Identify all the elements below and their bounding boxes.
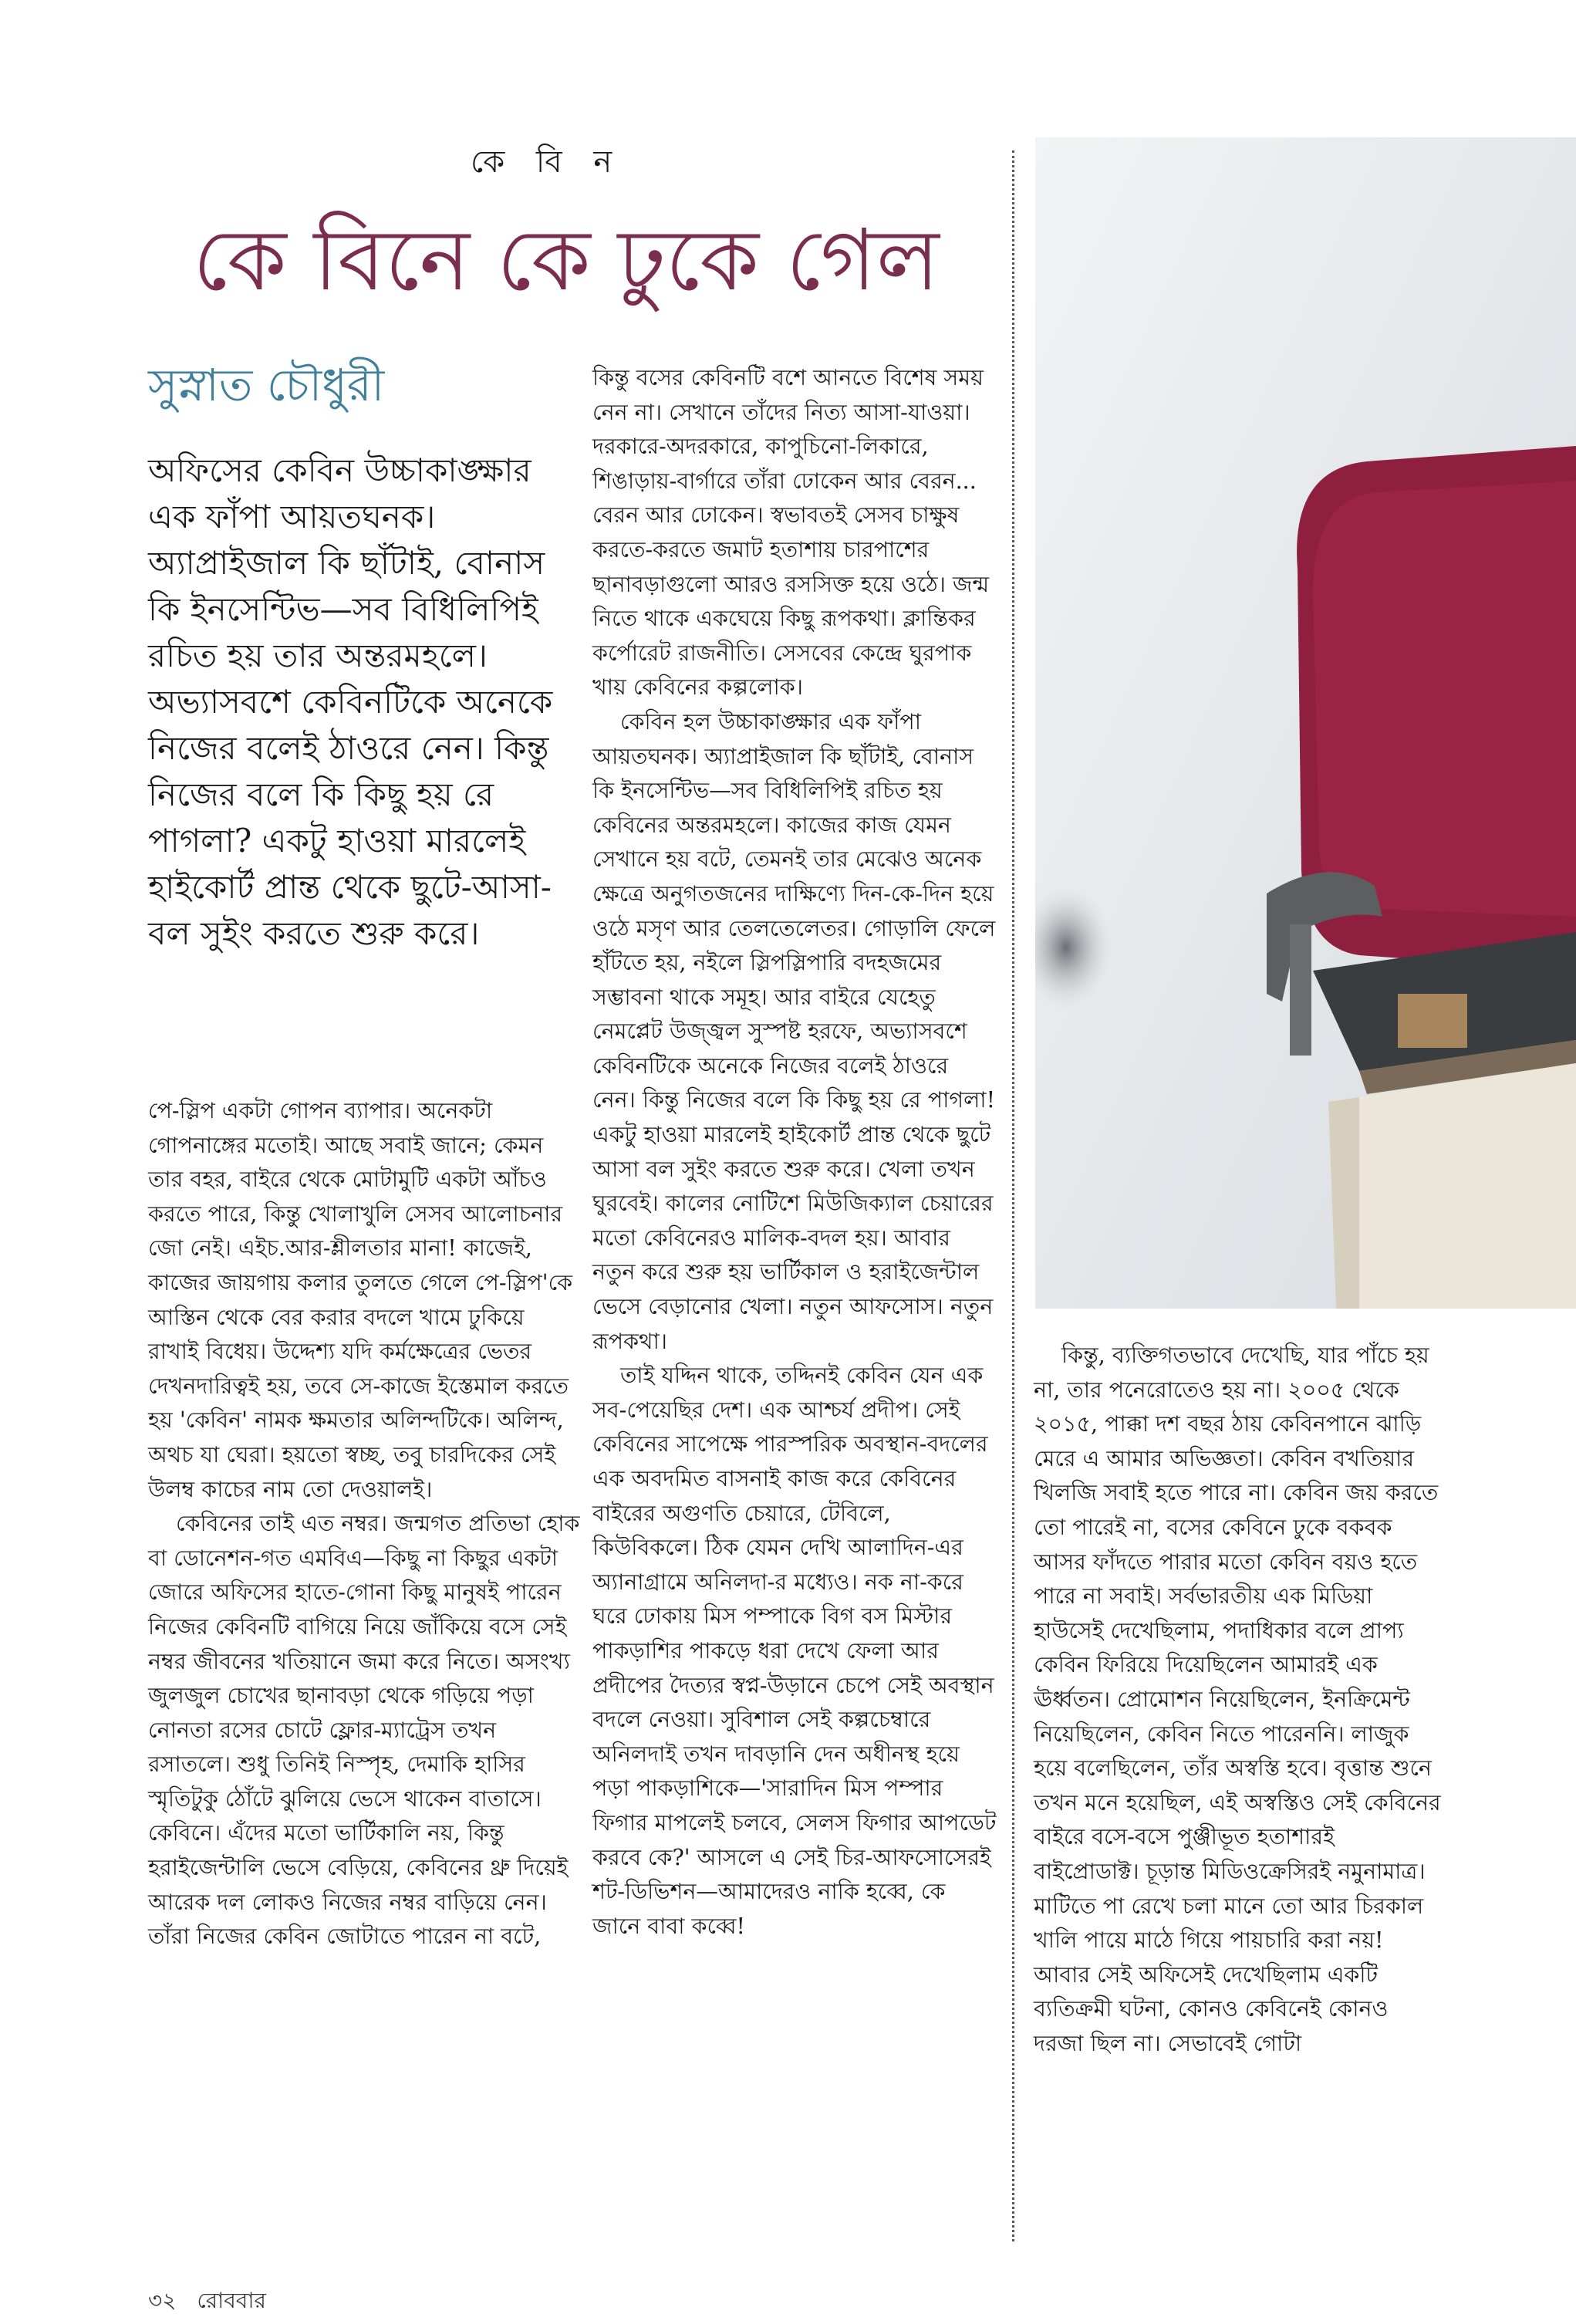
col1-paragraph-1: পে-স্লিপ একটা গোপন ব্যাপার। অনেকটা গোপনাঙ্গের মতোই। আছে সবাই জানে; কেমন তার বহর, বাইরে থেকে মোটামুটি একটা আঁচও করতে পারে, কিন্তু খোলাখুলি সেসব আলোচনার জো নেই। এইচ.আর-শ্লীলতার মানা! কাজেই, কাজের জায়গায় কলার তুলতে গেলে পে-স্লিপ'কে আস্তিন থেকে বের করার বদলে খামে ঢুকিয়ে রাখাই বিধেয়। উদ্দেশ্য যদি কর্মক্ষেত্রের ভেতর দেখনদারিত্বই হয়, তবে সে-কাজে ইস্তেমাল করতে হয় 'কেবিন' নামক ক্ষমতার অলিন্দটিকে। অলিন্দ, অথচ যা ঘেরা। হয়তো স্বচ্ছ, তবু চারদিকের সেই উলম্ব কাচের নাম তো দেওয়ালই। bbox=[148, 1098, 573, 1502]
article-column-3 bbox=[1034, 1339, 1443, 2061]
page-footer bbox=[148, 2284, 280, 2320]
office-chair-photo bbox=[1035, 137, 1576, 1309]
col2-paragraph-1: কিন্তু বসের কেবিনটি বশে আনতে বিশেষ সময় নেন না। সেখানে তাঁদের নিত্য আসা-যাওয়া। দরকারে-অদরকারে, কাপুচিনো-লিকারে, শিঙাড়ায়-বার্গারে তাঁরা ঢোকেন আর বেরন... বেরন আর ঢোকেন। স্বভাবতই সেসব চাক্ষুষ করতে-করতে জমাট হতাশায় চারপাশের ছানাবড়াগুলো আরও রসসিক্ত হয়ে ওঠে। জন্ম নিতে থাকে একঘেয়ে কিছু রূপকথা। ক্লান্তিকর কর্পোরেট রাজনীতি। সেসবের কেন্দ্রে ঘুরপাক খায় কেবিনের কল্পলোক। bbox=[592, 365, 990, 701]
author-byline: সুস্নাত চৌধুরী bbox=[148, 359, 385, 411]
section-tag: কে বি ন bbox=[471, 144, 623, 180]
headline: কে বিনে কে ঢুকে গেল bbox=[193, 211, 940, 309]
article-column-1 bbox=[148, 1094, 580, 1954]
article-column-2 bbox=[592, 361, 997, 1944]
col3-paragraph-1: কিন্তু, ব্যক্তিগতভাবে দেখেছি, যার পাঁচে হয় না, তার পনেরোতেও হয় না। ২০০৫ থেকে ২০১৫, পাক্কা দশ বছর ঠায় কেবিনপানে ঝাড়ি মেরে এ আমার অভিজ্ঞতা। কেবিন বখতিয়ার খিলজি সবাই হতে পারে না। কেবিন জয় করতে তো পারেই না, বসের কেবিনে ঢুকে বকবক আসর ফাঁদতে পারার মতো কেবিন বয়ও হতে পারে না সবাই। সর্বভারতীয় এক মিডিয়া হাউসেই দেখেছিলাম, পদাধিকার বলে প্রাপ্য কেবিন ফিরিয়ে দিয়েছিলেন আমারই এক ঊর্ধ্বতন। প্রোমোশন নিয়েছিলেন, ইনক্রিমেন্ট নিয়েছিলেন, কেবিন নিতে পারেননি। লাজুক হয়ে বলেছিলেন, তাঁর অস্বস্তি হবে। বৃত্তান্ত শুনে তখন মনে হয়েছিল, এই অস্বস্তিও সেই কেবিনের বাইরে বসে-বসে পুঞ্জীভূত হতাশারই বাইপ্রোডাক্ট। চূড়ান্ত মিডিওক্রেসিরই নমুনামাত্র। মাটিতে পা রেখে চলা মানে তো আর চিরকাল খালি পায়ে মাঠে গিয়ে পায়চারি করা নয়! আবার সেই অফিসেই দেখেছিলাম একটি ব্যতিক্রমী ঘটনা, কোনও কেবিনেই কোনও দরজা ছিল না। সেভাবেই গোটা bbox=[1034, 1343, 1441, 2056]
col1-paragraph-2: কেবিনের তাই এত নম্বর। জন্মগত প্রতিভা হোক বা ডোনেশন-গত এমবিএ—কিছু না কিছুর একটা জোরে অফিসের হাতে-গোনা কিছু মানুষই পারেন নিজের কেবিনটি বাগিয়ে নিয়ে জাঁকিয়ে বসে সেই নম্বর জীবনের খতিয়ানে জমা করে নিতে। অসংখ্য জুলজুল চোখের ছানাবড়া থেকে গড়িয়ে পড়া নোনতা রসের চোটে ফ্লোর-ম্যাট্রেস তখন রসাতলে। শুধু তিনিই নিস্পৃহ, দেমাকি হাসির স্মৃতিটুকু ঠোঁটে ঝুলিয়ে ভেসে থাকেন বাতাসে। কেবিনে। এঁদের মতো ভার্টিকালি নয়, কিন্তু হরাইজেন্টালি ভেসে বেড়িয়ে, কেবিনের থ্রু দিয়েই আরেক দল লোকও নিজের নম্বর বাড়িয়ে নেন। তাঁরা নিজের কেবিন জোটাতে পারেন না বটে, bbox=[148, 1511, 580, 1950]
magazine-name: রোববার bbox=[197, 2288, 266, 2313]
chair-illustration bbox=[1035, 137, 1576, 1309]
lede-paragraph: অফিসের কেবিন উচ্চাকাঙ্ক্ষার এক ফাঁপা আয়তঘনক। অ্যাপ্রাইজাল কি ছাঁটাই, বোনাস কি ইনসেন্টিভ—সব বিধিলিপিই রচিত হয় তার অন্তরমহলে। অভ্যাসবশে কেবিনটিকে অনেকে নিজের বলেই ঠাওরে নেন। কিন্তু নিজের বলে কি কিছু হয় রে পাগলা? একটু হাওয়া মারলেই হাইকোর্ট প্রান্ত থেকে ছুটে-আসা-বল সুইং করতে শুরু করে। bbox=[148, 451, 553, 952]
col2-paragraph-3: তাই যদ্দিন থাকে, তদ্দিনই কেবিন যেন এক সব-পেয়েছির দেশ। এক আশ্চর্য প্রদীপ। সেই কেবিনের সাপেক্ষে পারস্পরিক অবস্থান-বদলের এক অবদমিত বাসনাই কাজ করে কেবিনের বাইরের অগুণতি চেয়ারে, টেবিলে, কিউবিকলে। ঠিক যেমন দেখি আলাদিন-এর অ্যানাগ্রামে অনিলদা-র মধ্যেও। নক না-করে ঘরে ঢোকায় মিস পম্পাকে বিগ বস মিস্টার পাকড়াশির পাকড়ে ধরা দেখে ফেলা আর প্রদীপের দৈত্যর স্বপ্ন-উড়ানে চেপে সেই অবস্থান বদলে নেওয়া। সুবিশাল সেই কল্পচেম্বারে অনিলদাই তখন দাবড়ানি দেন অধীনস্থ হয়ে পড়া পাকড়াশিকে—'সারাদিন মিস পম্পার ফিগার মাপলেই চলবে, সেলস ফিগার আপডেট করবে কে?' আসলে এ সেই চির-আফসোসেরই শট-ডিভিশন—আমাদেরও নাকি হব্বে, কে জানে বাবা কব্বে! bbox=[592, 1363, 997, 1939]
col2-paragraph-2: কেবিন হল উচ্চাকাঙ্ক্ষার এক ফাঁপা আয়তঘনক। অ্যাপ্রাইজাল কি ছাঁটাই, বোনাস কি ইনসেন্টিভ—সব বিধিলিপিই রচিত হয় কেবিনের অন্তরমহলে। কাজের কাজ যেমন সেখানে হয় বটে, তেমনই তার মেঝেও অনেক ক্ষেত্রে অনুগতজনের দাক্ষিণ্যে দিন-কে-দিন হয়ে ওঠে মসৃণ আর তেলতেলেতর। গোড়ালি ফেলে হাঁটতে হয়, নইলে স্লিপস্লিপারি বদহজমের সম্ভাবনা থাকে সমূহ। আর বাইরে যেহেতু নেমপ্লেট উজ্জ্বল সুস্পষ্ট হরফে, অভ্যাসবশে কেবিনটিকে অনেকে নিজের বলেই ঠাওরে নেন। কিন্তু নিজের বলে কি কিছু হয় রে পাগলা! একটু হাওয়া মারলেই হাইকোর্ট প্রান্ত থেকে ছুটে আসা বল সুইং করতে শুরু করে। খেলা তখন ঘুরবেই। কালের নোটিশে মিউজিক্যাল চেয়ারের মতো কেবিনেরও মালিক-বদল হয়। আবার নতুন করে শুরু হয় ভার্টিকাল ও হরাইজেন্টাল ভেসে বেড়ানোর খেলা। নতুন আফসোস। নতুন রূপকথা। bbox=[592, 708, 996, 1354]
column-divider bbox=[1012, 150, 1014, 2241]
page-number: ৩২ bbox=[148, 2288, 177, 2313]
